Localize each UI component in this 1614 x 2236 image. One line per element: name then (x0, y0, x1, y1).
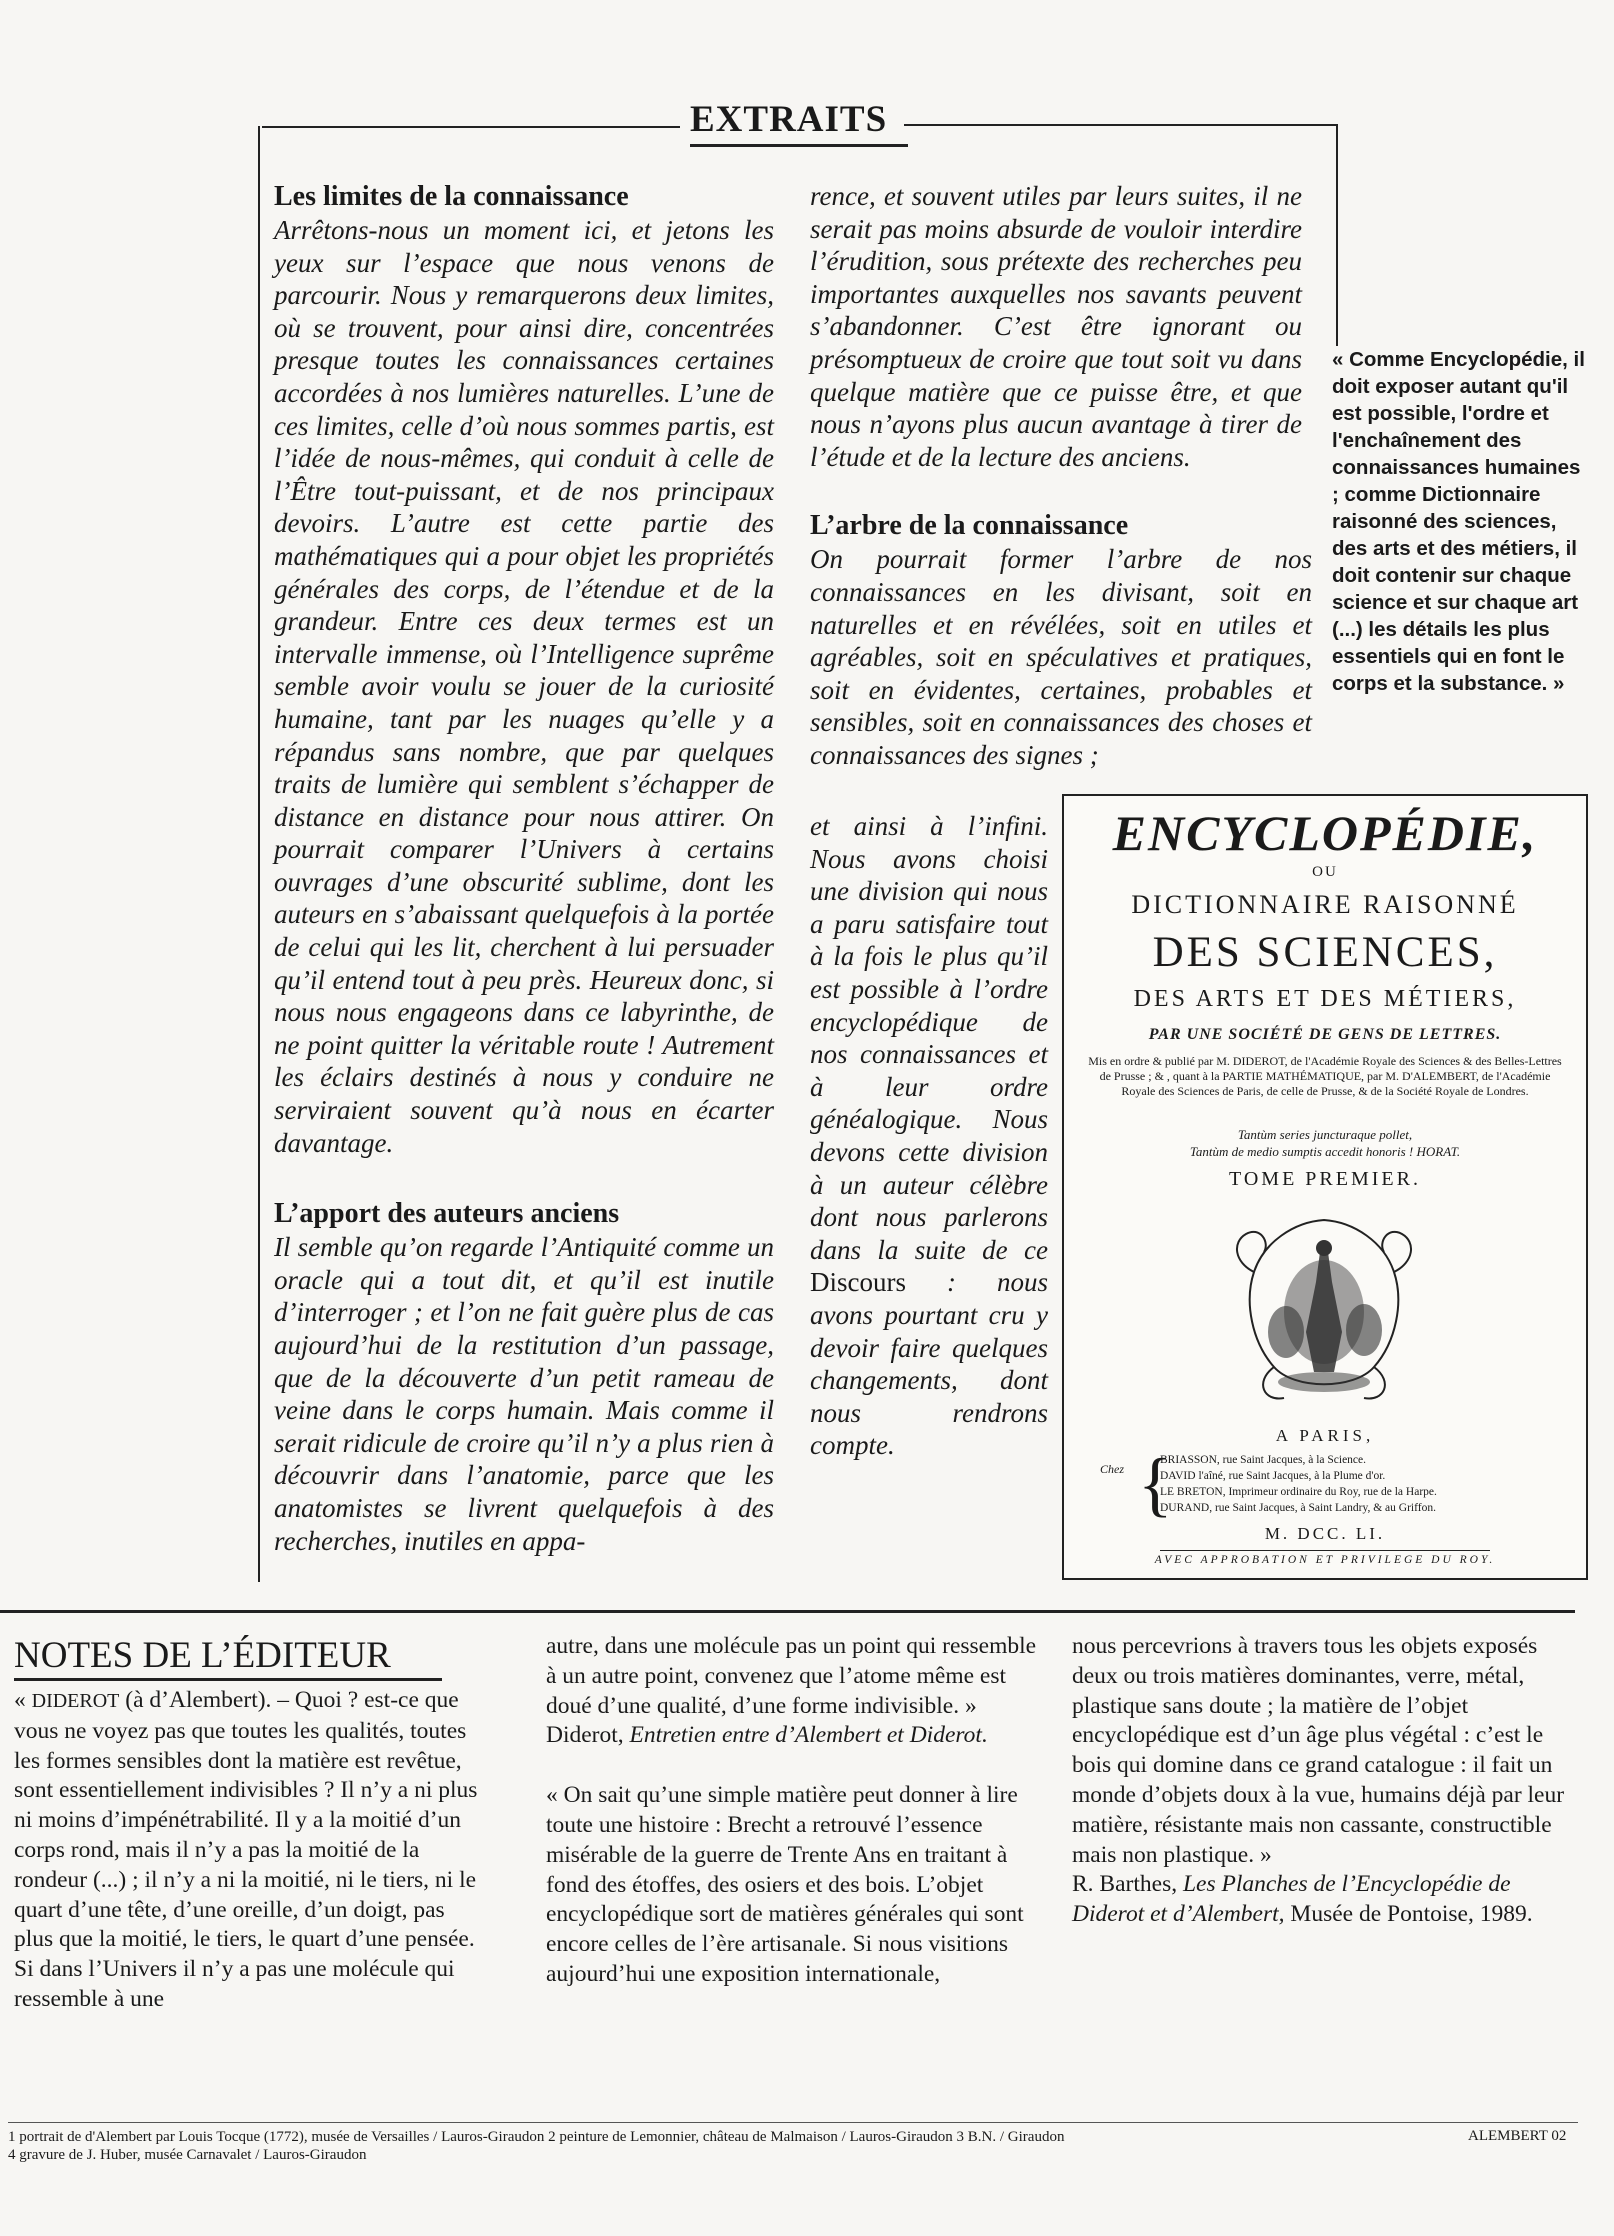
plate-editors: Mis en ordre & publié par M. DIDEROT, de l'Académie Royale des Sciences & des Belles-Lettres de Prusse ; & , quant à la PARTIE MATHÉMATIQUE, par M. D'ALEMBERT, de l'Académie Royale des Sciences de Paris, de celle de Prusse, & de la Société Royale de Londres. (1088, 1054, 1562, 1098)
plate-ou: OU (1312, 864, 1338, 880)
heading-limites: Les limites de la connaissance (274, 181, 629, 212)
notes-title: NOTES DE L’ÉDITEUR (14, 1635, 391, 1676)
plate-date: M. DCC. LI. (1264, 1524, 1386, 1543)
notes-title-underline (14, 1678, 442, 1681)
plate-sciences: DES SCIENCES, (1152, 929, 1498, 976)
notes-column-2 (546, 1632, 1046, 1990)
note-barthes: « On sait qu’une simple matière peut donner à lire toute une histoire : Brecht a retrouvé l’essence misérable de la guerre de Trente Ans en traitant à fond des étoffes, des osiers et des bois. L’objet encyclopédique sort de matières générales qui sont encore celles de l’ère artisanale. Si nous visitions aujourd’hui une exposition internationale, (546, 1782, 1024, 1987)
plate-tome: TOME PREMIER. (1229, 1168, 1421, 1190)
plate-title: ENCYCLOPÉDIE, (1112, 805, 1538, 861)
heading-apport: L’apport des auteurs anciens (274, 1198, 620, 1230)
publisher-durand: DURAND, rue Saint Jacques, à Saint Landry, & au Griffon. (1160, 1502, 1436, 1514)
plate-societe: PAR UNE SOCIÉTÉ DE GENS DE LETTRES. (1148, 1026, 1502, 1043)
extraits-column-narrow (810, 810, 1048, 1462)
header-rule-left (262, 126, 680, 128)
note-barthes-author: R. Barthes, (1072, 1871, 1183, 1898)
text-limites: Arrêtons-nous un moment ici, et jetons les yeux sur l’espace que nous venons de parcourir. Nous y remarquerons deux limites, où se trouvent, pour ainsi dire, concentrées presque toutes les connaissances certaines accordées à nos lumières naturelles. L’une de ces limites, celle d’où nous sommes partis, est l’idée de nous-mêmes, qui conduit à celle de l’Être tout-puissant, et de nos principaux devoirs. L’autre est cette partie des mathématiques qui a pour objet les propriétés générales des corps, de l’étendue et de la grandeur. Entre ces deux termes est un intervalle immense, où l’Intelligence suprême semble avoir voulu se jouer de la curiosité humaine, tant par les nuages qu’elle y a répandus sans nombre, que par quelques traits de lumière qui semblent s’échapper de distance en distance pour nous attirer. On pourrait comparer l’Univers à certains ouvrages d’une obscurité sublime, dont les auteurs en s’abaissant quelquefois à la portée de celui qui les lit, cherchent à lui persuader qu’il entend tout à peu près. Heureux donc, si nous nous engageons dans ce labyrinthe, de ne point quitter la véritable route ! Autrement les éclairs destinés à nous y conduire ne serviraient souvent qu’à nous en écarter davantage. (274, 215, 774, 1158)
note-barthes-source: Musée de Pontoise, 1989. (1284, 1901, 1533, 1928)
note-barthes-cont-text: nous percevrions à travers tous les objets exposés deux ou trois matières dominantes, verre, métal, plastique sans doute ; la matière de l’objet encyclopédique est d’un âge plus végétal : c’est le bois qui domine dans ce grand catalogue : il fait un monde d’objets doux à la vue, humains déjà par leur matière, résistante mais non cassante, constructible mais non plastique. » (1072, 1633, 1565, 1868)
publisher-le-breton: LE BRETON, Imprimeur ordinaire du Roy, rue de la Harpe. (1160, 1486, 1437, 1498)
plate-publishers (1160, 1452, 1580, 1516)
note-entretien-title: Entretien entre d’Alembert et Diderot. (629, 1722, 988, 1749)
heading-arbre: L’arbre de la connaissance (810, 510, 1129, 542)
extraits-column-left (274, 180, 774, 1557)
plate-motto-line2: Tantùm de medio sumptis accedit honoris ! HORAT. (1189, 1144, 1461, 1159)
plate-chez: Chez (1100, 1462, 1124, 1476)
section-title-underline (690, 144, 908, 147)
plate-dictionnaire: DICTIONNAIRE RAISONNÉ (1131, 890, 1519, 919)
notes-column-3 (1072, 1632, 1582, 1930)
note-barthes-cont (1072, 1632, 1582, 1930)
text-discours: Discours (810, 1267, 906, 1298)
note-diderot (14, 1686, 482, 2015)
sidebar-quote: « Comme Encyclopédie, il doit exposer autant qu'il est possible, l'ordre et l'enchaînement des connaissances humaines ; comme Dictionnaire raisonné des sciences, des arts et des métiers, il doit contenir sur chaque science et sur chaque art (...) les détails les plus essentiels qui en font le corps et la substance. » (1332, 348, 1585, 695)
photo-credits (8, 2128, 1248, 2164)
plate-date-rule (1160, 1550, 1490, 1551)
plate-motto (1064, 1126, 1586, 1160)
note-barthes-work: Les Planches de l’Encyclopédie de Diderot et d’Alembert, (1072, 1871, 1511, 1928)
plate-motto-line1: Tantùm series juncturaque pollet, (1237, 1127, 1413, 1142)
note-diderot-open: « (14, 1687, 32, 1713)
plate-paris: A PARIS, (1275, 1426, 1375, 1445)
credits-line-2: 4 gravure de J. Huber, musée Carnavalet / Lauros-Giraudon (8, 2147, 367, 2163)
header-rule-right (904, 124, 1338, 126)
credits-line-1: 1 portrait de d'Alembert par Louis Tocque (1772), musée de Versailles / Lauros-Giraudon 2 peinture de Lemonnier, château de Malmaison / Lauros-Giraudon 3 B.N. / Giraudon (8, 2129, 1065, 2145)
note-diderot-cont (546, 1632, 1046, 1751)
plate-approbation: AVEC APPROBATION ET PRIVILEGE DU ROY. (1154, 1554, 1496, 1566)
notes-column-1 (14, 1686, 482, 2015)
extraits-column-right (810, 180, 1312, 772)
page-reference: ALEMBERT 02 (1468, 2128, 1567, 2144)
footer-rule (8, 2122, 1578, 2123)
note-diderot-name: DIDEROT (31, 1690, 120, 1712)
encyclopedie-title-page (1062, 794, 1588, 1580)
text-apport-a: Il semble qu’on regarde l’Antiquité comme un oracle qui a tout dit, et qu’il est inutile d’interroger ; et l’on ne fait guère plus de cas aujourd’hui de la restitution d’un passage, que de la découverte d’un petit rameau de veine dans le corps humain. Mais comme il serait ridicule de croire qu’il n’y a plus rien à découvrir dans l’anatomie, parce que les anatomistes se livrent quelquefois à des recherches, inutiles en appa- (274, 1232, 774, 1556)
section-title: EXTRAITS (690, 99, 888, 140)
note-diderot-cont-text: autre, dans une molécule pas un point qui ressemble à un autre point, convenez que l’atome même est doué d’une qualité, d’une forme indivisible. » Diderot, (546, 1633, 1037, 1749)
frame-right-rule (1336, 124, 1338, 346)
text-apport-b: rence, et souvent utiles par leurs suites, il ne serait pas moins absurde de vouloir interdire l’érudition, sous prétexte des recherches peu importantes auxquelles nos savants peuvent s’abandonner. C’est être ignorant ou présomptueux de croire que tout soit vu dans quelque matière que ce puisse être, et que nous n’ayons plus aucun avantage à tirer de l’étude et de la lecture des anciens. (810, 181, 1302, 472)
publisher-david: DAVID l'aîné, rue Saint Jacques, à la Plume d'or. (1160, 1470, 1386, 1482)
text-arbre-b2: : nous avons pourtant cru y devoir faire quelques changements, dont nous rendrons compte. (810, 1267, 1048, 1461)
note-diderot-text: (à d’Alembert). – Quoi ? est-ce que vous ne voyez pas que toutes les qualités, toutes les formes sensibles dont la matière est revêtue, sont essentiellement indivisibles ? Il n’y a ni plus ni moins d’impénétrabilité. Il y a la moitié d’un corps rond, mais il n’y a pas la moitié de la rondeur (...) ; il n’y a ni la moitié, ni le tiers, ni le quart d’une tête, d’une oreille, d’un doigt, pas plus que la moitié, le tiers, le quart d’une pensée. Si dans l’Univers il n’y a pas une molécule qui ressemble à une (14, 1687, 478, 2012)
text-arbre-a: On pourrait former l’arbre de nos connaissances en les divisant, soit en naturelles et en révélées, soit en utiles et agréables, soit en spéculatives et pratiques, soit en évidentes, certaines, probables et sensibles, soit en connaissances des choses et connaissances des signes ; (810, 544, 1312, 770)
plate-brace: { (1138, 1444, 1173, 1524)
text-arbre-b1: et ainsi à l’infini. Nous avons choisi une division qui nous a paru satisfaire tout à la fois le plus qu’il est possible à l’ordre encyclopédique de nos connaissances et à leur ordre généalogique. Nous devons cette division à un auteur célèbre dont nous parlerons dans la suite de ce (810, 811, 1048, 1265)
vignette-engraving (1224, 1212, 1424, 1408)
text-arbre-b (810, 810, 1048, 1462)
section-separator (0, 1610, 1575, 1613)
publisher-briasson: BRIASSON, rue Saint Jacques, à la Science. (1160, 1454, 1367, 1466)
frame-left-rule (258, 126, 260, 1582)
plate-arts: DES ARTS ET DES MÉTIERS, (1133, 986, 1517, 1012)
